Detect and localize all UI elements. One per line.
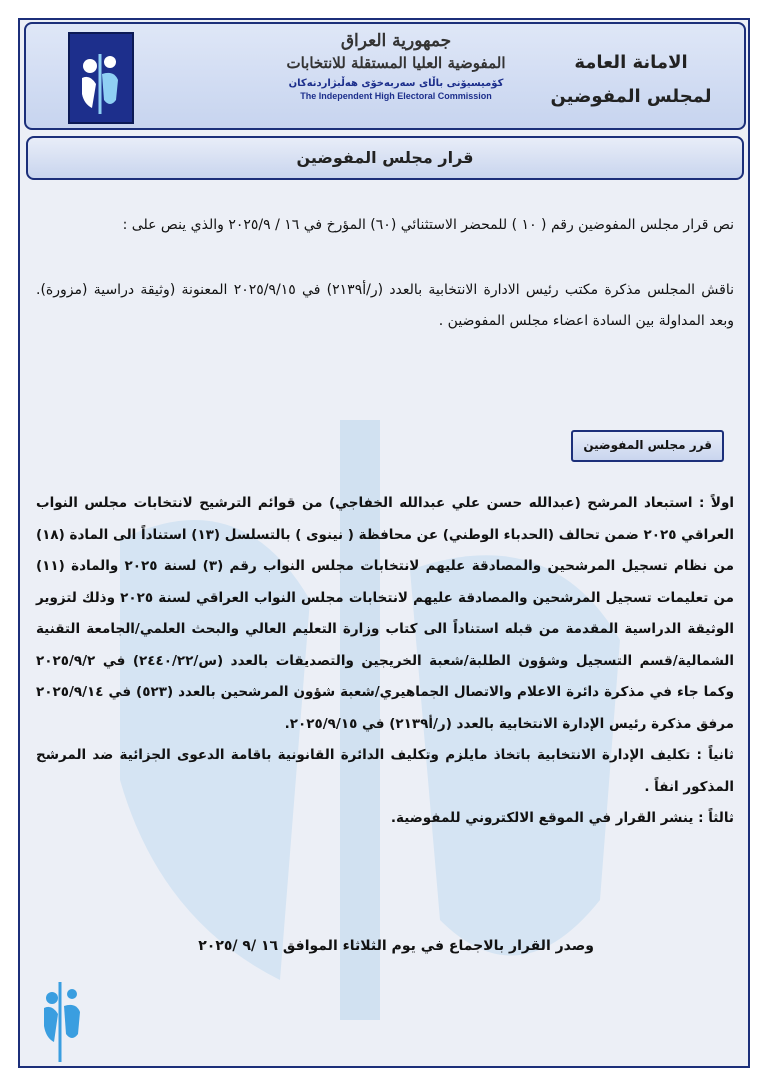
ihec-footer-logo: [38, 972, 94, 1068]
arabic-org-line2: المفوضية العليا المستقلة للانتخابات: [286, 54, 506, 72]
letterhead: [24, 22, 746, 130]
issuance-line: وصدر القرار بالاجماع في يوم الثلاثاء الموافق ١٦ /٩ /٢٠٢٥: [198, 938, 594, 954]
intro-paragraph: نص قرار مجلس المفوضين رقم ( ١٠ ) للمحضر الاستثنائي (٦٠) المؤرخ في ١٦ / ٢٠٢٥/٩ والذي ينص على :: [122, 217, 734, 233]
decision-body: [36, 200, 735, 954]
kurdish-org-line: کۆمیسیۆنی باڵای سەربەخۆی هەڵبژاردنەکان: [288, 78, 504, 89]
general-secretariat-title: [546, 46, 716, 114]
org-name-block: [246, 30, 546, 101]
discussion-paragraph: ناقش المجلس مذكرة مكتب رئيس الادارة الانتخابية بالعدد (ر/أ٢١٣٩) في ٢٠٢٥/٩/١٥ المعنونة (وثيقة دراسية (مزورة). وبعد المداولة بين السادة اعضاء مجلس المفوضين .: [36, 282, 734, 329]
english-org-line: The Independent High Electoral Commission: [300, 91, 492, 101]
right-title-line1: الامانة العامة: [574, 52, 688, 73]
decision-item-1: اولاً : استبعاد المرشح (عبدالله حسن علي عبدالله الخفاجي) من قوائم الترشيح لانتخابات مجلس النواب العراقي ٢٠٢٥ ضمن تحالف (الحدباء الوطني) عن محافظة ( نينوى ) بالتسلسل (١٣) استناداً الى المادة (١٨) من نظام تسجيل المرشحين والمصادقة عليهم لانتخابات مجلس النواب رقم (٣) لسنة ٢٠٢٥ والمادة (١١) من تعليمات تسجيل المرشحين والمصادقة عليهم لانتخابات مجلس النواب العراقي لسنة ٢٠٢٥ وذلك لتزوير الوثيقة الدراسية المقدمة من قبله استناداً الى كتاب وزارة التعليم العالي والبحث العلمي/الجامعة التقنية الشمالية/قسم التسجيل وشؤون الطلبة/شعبة الخريجين والتصديقات بالعدد (س/٢٤٤٠/٢٢) في ٢٠٢٥/٩/٢ وكما جاء في مذكرة دائرة الاعلام والاتصال الجماهيري/شعبة شؤون المرشحين بالعدد (٥٢٣) في ٢٠٢٥/٩/١٤ مرفق مذكرة رئيس الإدارة الانتخابية بالعدد (ر/أ٢١٣٩) في ٢٠٢٥/٩/١٥.: [36, 495, 735, 732]
decision-item-2: ثانياً : تكليف الإدارة الانتخابية باتخاذ مايلزم وتكليف الدائرة القانونية باقامة الدعوى الجزائية ضد المرشح المذكور انفاً .: [36, 747, 734, 795]
ihec-logo: [68, 32, 134, 124]
document-title: قرار مجلس المفوضين: [26, 136, 744, 180]
decision-items: [36, 488, 734, 835]
arabic-org-line1: جمهورية العراق: [340, 31, 452, 51]
right-title-line2: لمجلس المفوضين: [550, 86, 712, 107]
decision-item-3: ثالثاً : ينشر القرار في الموقع الالكتروني للمفوضية.: [390, 810, 734, 826]
decision-section-label: قرر مجلس المفوضين: [571, 430, 724, 462]
